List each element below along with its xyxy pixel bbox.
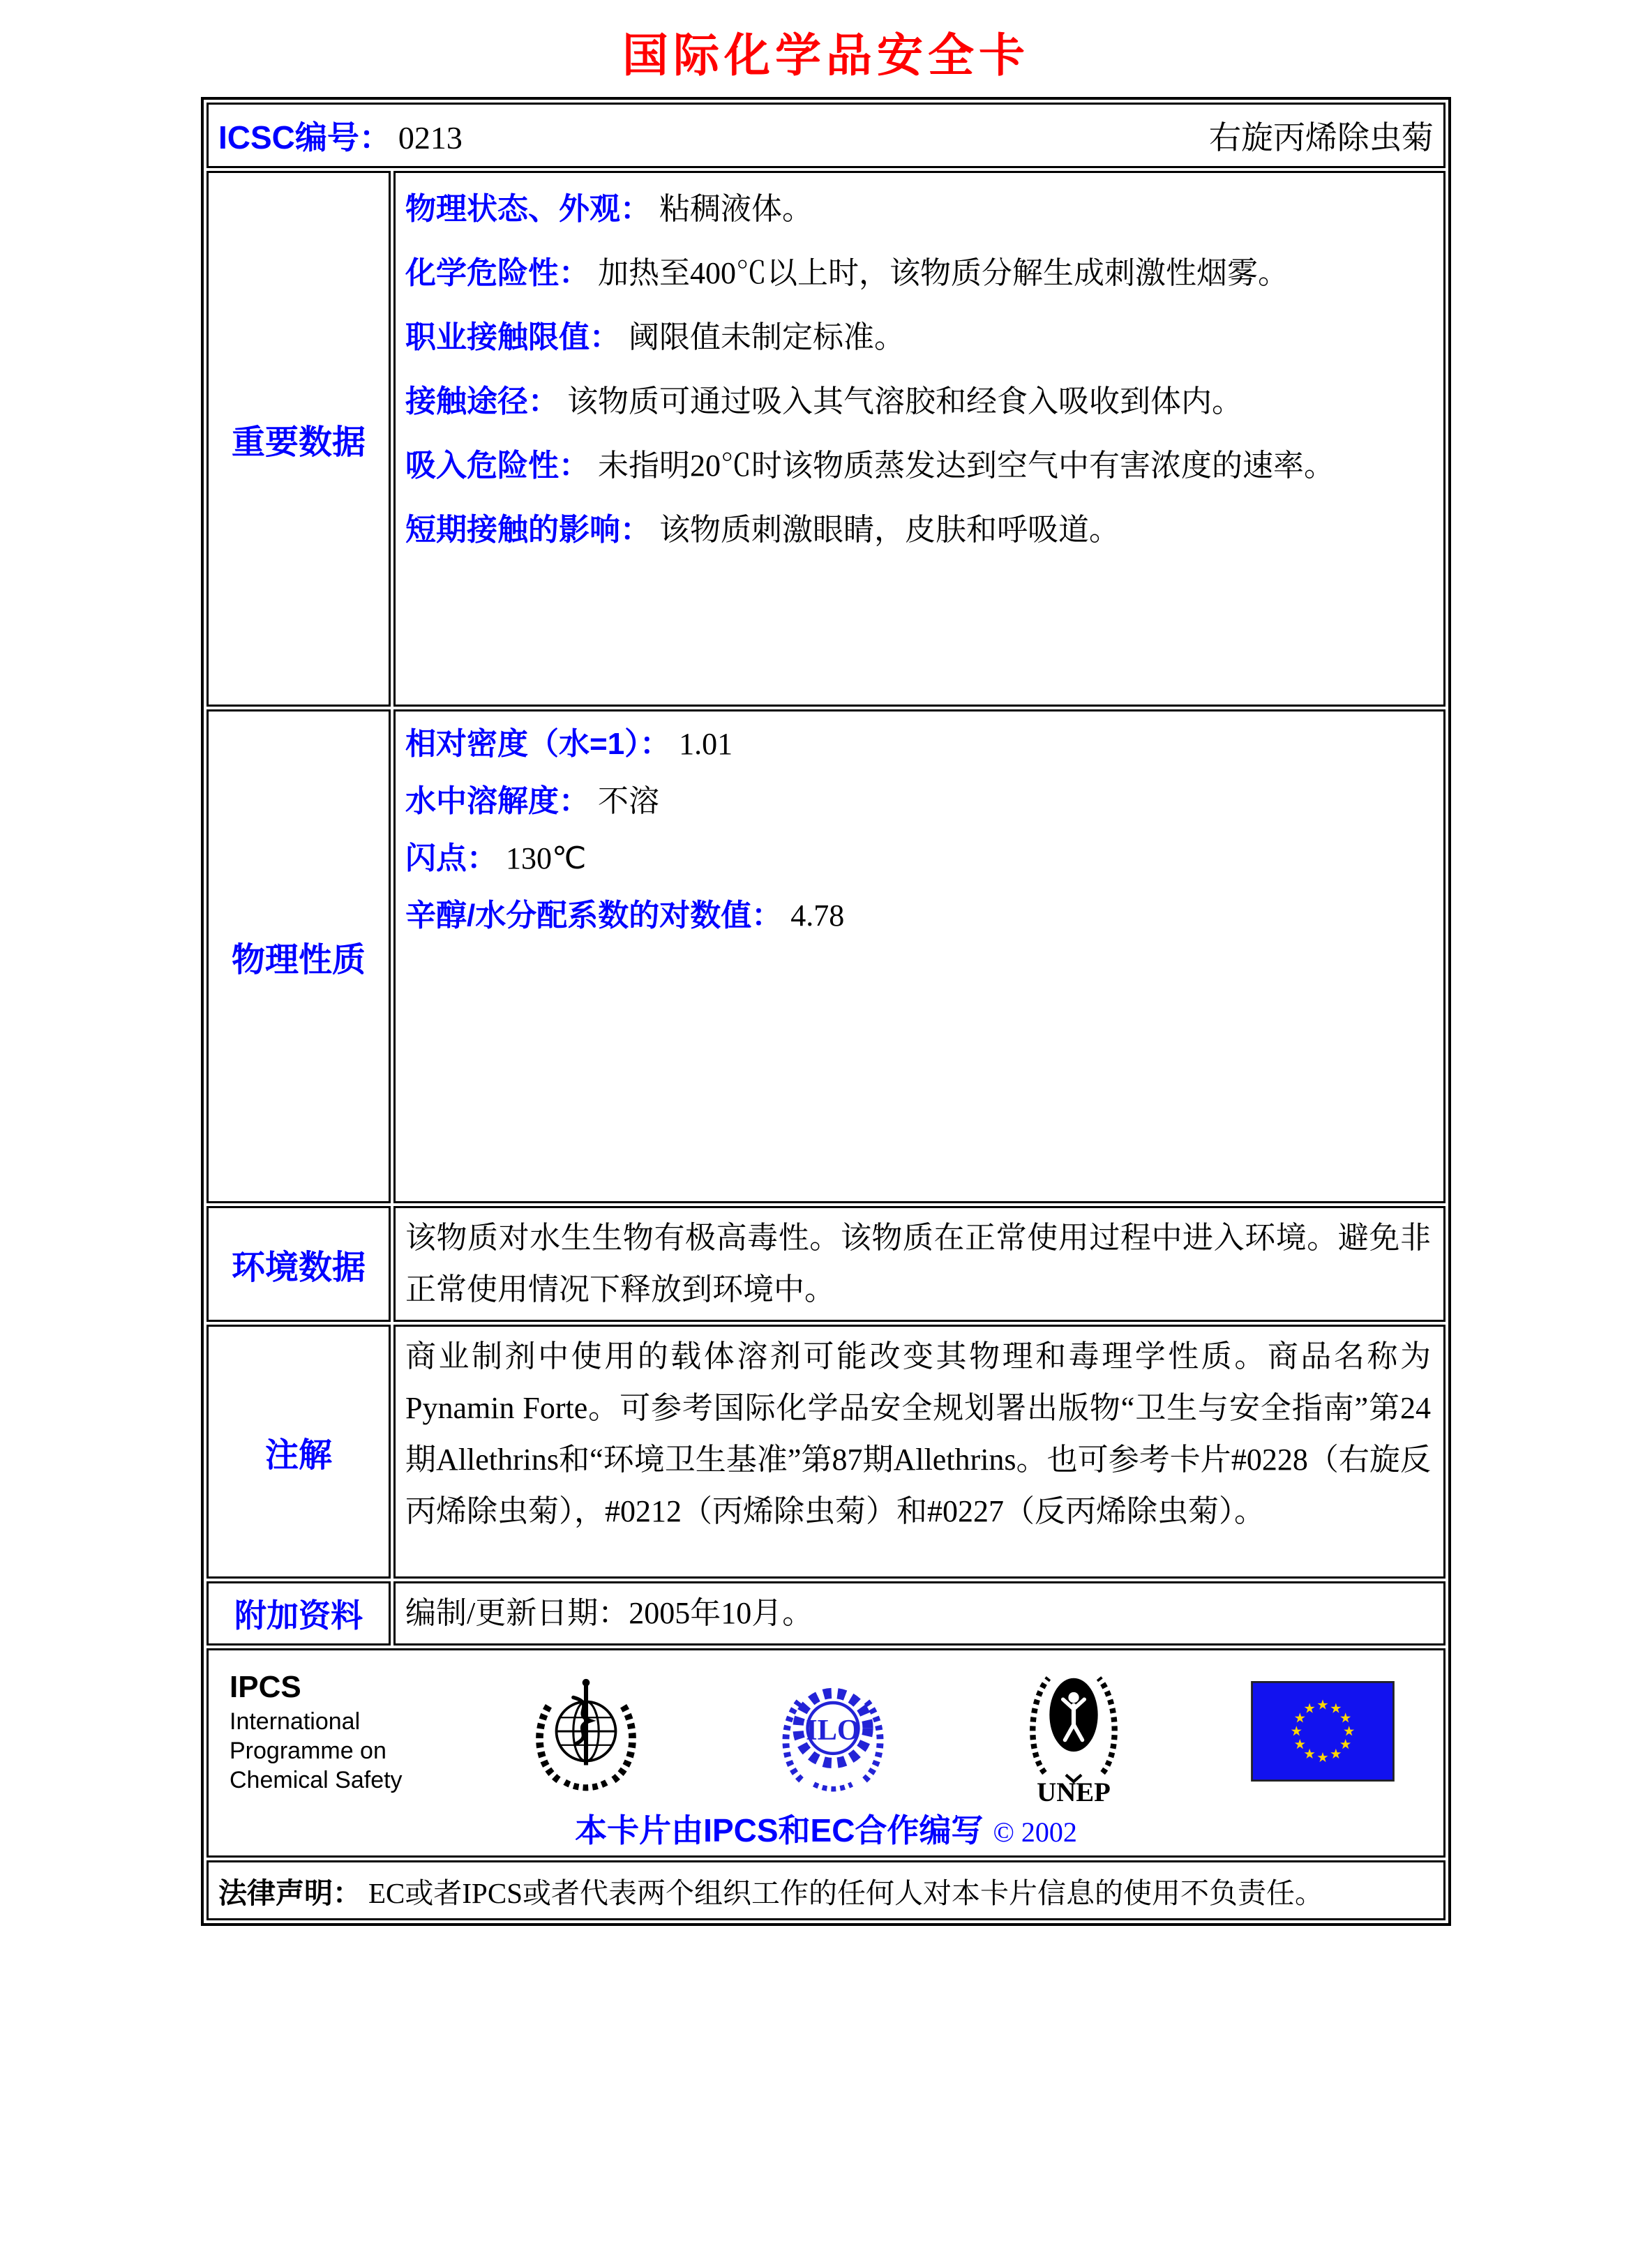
field-label: 闪点： [405, 841, 497, 875]
ipcs-line: Chemical Safety [230, 1767, 403, 1793]
copyright-text: © 2002 [993, 1816, 1077, 1848]
field-label: 接触途径： [405, 384, 559, 419]
legal-notice-label: 法律声明： [218, 1876, 361, 1909]
page-title: 国际化学品安全卡 [622, 31, 1030, 82]
field-value: 加热至400℃以上时，该物质分解生成刺激性烟雾。 [598, 256, 1289, 290]
section-label-notes: 注解 [206, 1325, 391, 1579]
who-logo-icon [520, 1668, 652, 1795]
field-row [405, 241, 1431, 306]
field-row [405, 306, 1431, 370]
field-value: 未指明20℃时该物质蒸发达到空气中有害浓度的速率。 [598, 449, 1335, 483]
field-row [405, 716, 1431, 773]
unep-logo-label: UNEP [1037, 1777, 1111, 1804]
field-label: 职业接触限值： [405, 320, 620, 354]
field-label: 吸入危险性： [405, 449, 590, 483]
icsc-number-value: 0213 [398, 120, 463, 156]
important-data-content [393, 171, 1446, 707]
field-label: 物理状态、外观： [405, 192, 651, 226]
field-row [405, 830, 1431, 887]
logos-strip [216, 1656, 1436, 1804]
icsc-table [204, 100, 1448, 1923]
field-label: 水中溶解度： [405, 784, 590, 818]
notes-text: 商业制剂中使用的载体溶剂可能改变其物理和毒理学性质。商品名称为Pynamin Forte。可参考国际化学品安全规划署出版物“卫生与安全指南”第24期Allethrins和“环境卫生基准”第87期Allethrins。也可参考卡片#0228（右旋反丙烯除虫菊），#0212（丙烯除虫菊）和#0227（反丙烯除虫菊）。 [405, 1339, 1431, 1528]
eu-flag-icon [1251, 1681, 1395, 1782]
physical-properties-content [393, 709, 1446, 1203]
ipcs-acronym: IPCS [230, 1670, 301, 1704]
icsc-number-group [218, 112, 463, 158]
field-label: 短期接触的影响： [405, 513, 651, 547]
field-row [405, 773, 1431, 830]
field-value: 4.78 [790, 898, 845, 933]
field-value: 130℃ [506, 841, 587, 875]
substance-name: 右旋丙烯除虫菊 [1209, 120, 1434, 156]
logos-row [206, 1648, 1446, 1858]
field-value: 不溶 [598, 784, 659, 818]
field-label: 化学危险性： [405, 256, 590, 290]
field-value: 粘稠液体。 [659, 192, 813, 226]
additional-info-content [393, 1581, 1446, 1646]
field-row [405, 370, 1431, 434]
ipcs-line: Programme on [230, 1738, 386, 1764]
environmental-data-text: 该物质对水生生物有极高毒性。该物质在正常使用过程中进入环境。避免非正常使用情况下释放到环境中。 [405, 1221, 1431, 1307]
section-label-physical-properties: 物理性质 [206, 709, 391, 1203]
environmental-data-content [393, 1206, 1446, 1322]
ipcs-text-block [230, 1668, 403, 1795]
field-value: 阈限值未制定标准。 [629, 320, 905, 354]
icsc-header-row [206, 103, 1446, 168]
section-label-additional-info: 附加资料 [206, 1581, 391, 1646]
field-row [405, 887, 1431, 944]
legal-notice-row [206, 1860, 1446, 1920]
field-row [405, 177, 1431, 241]
field-row [405, 498, 1431, 562]
field-row [405, 434, 1431, 498]
ilo-logo-label: ILO [805, 1714, 860, 1747]
ilo-logo-icon [769, 1668, 896, 1795]
section-label-environmental-data: 环境数据 [206, 1206, 391, 1322]
legal-notice-text: EC或者IPCS或者代表两个组织工作的任何人对本卡片信息的使用不负责任。 [368, 1876, 1323, 1909]
field-value: 该物质刺激眼睛，皮肤和呼吸道。 [659, 513, 1120, 547]
credit-line [216, 1805, 1436, 1851]
field-value: 1.01 [679, 727, 733, 761]
icsc-number-label: ICSC编号： [218, 119, 391, 156]
unep-logo-icon [1014, 1659, 1134, 1804]
field-label: 辛醇/水分配系数的对数值： [405, 898, 783, 933]
icsc-card [201, 97, 1451, 1926]
section-label-important-data: 重要数据 [206, 171, 391, 707]
field-label: 相对密度（水=1）： [405, 727, 671, 761]
credit-text: 本卡片由IPCS和EC合作编写 [575, 1812, 984, 1848]
field-value: 该物质可通过吸入其气溶胶和经食入吸收到体内。 [567, 384, 1242, 419]
ipcs-line: International [230, 1708, 361, 1735]
additional-info-text: 编制/更新日期：2005年10月。 [405, 1596, 813, 1630]
notes-content [393, 1325, 1446, 1579]
